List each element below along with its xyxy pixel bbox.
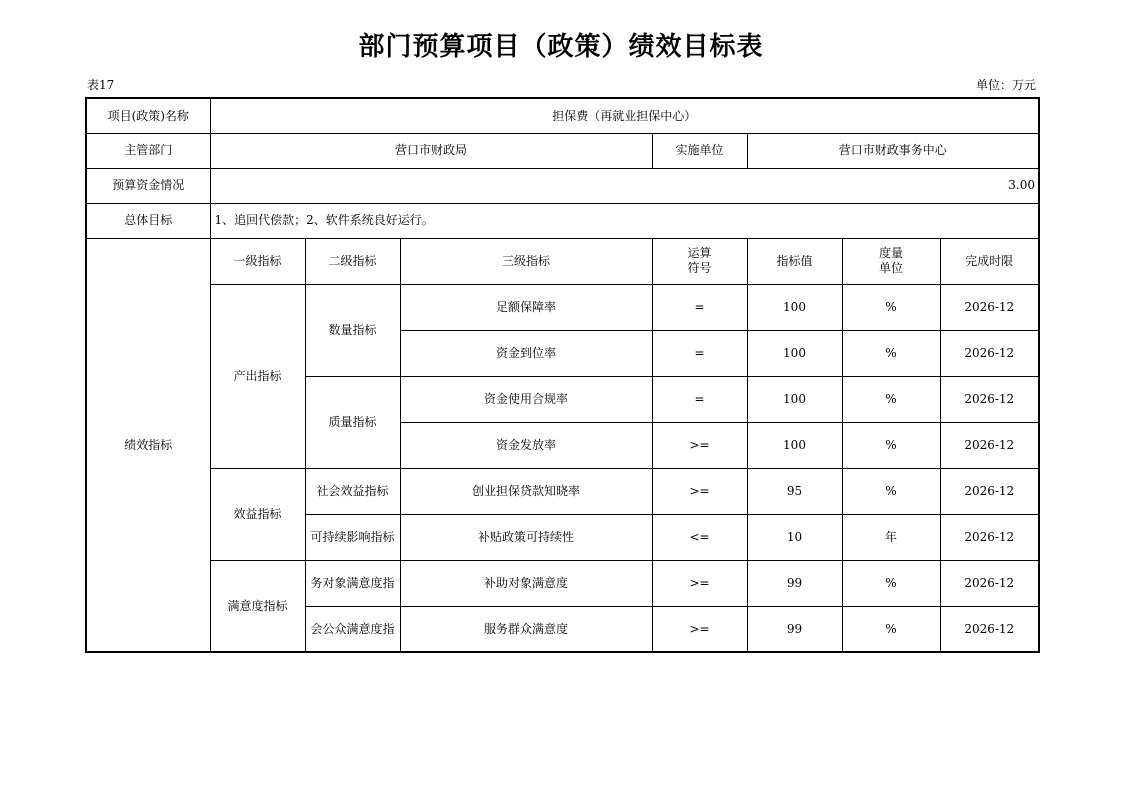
- group-benefit: 效益指标: [210, 468, 305, 560]
- department-row: [86, 133, 1039, 168]
- budget-label: 预算资金情况: [86, 168, 210, 203]
- page-title: 部门预算项目（政策）绩效目标表: [358, 32, 764, 62]
- impl-unit-label: 实施单位: [652, 133, 747, 168]
- operator-cell: =: [652, 330, 747, 376]
- header-value: 指标值: [747, 238, 842, 284]
- header-operator: [652, 238, 747, 284]
- unit-cell: %: [842, 330, 940, 376]
- header-level1: 一级指标: [210, 238, 305, 284]
- indicator-cell: 足额保障率: [400, 284, 652, 330]
- deadline-cell: 2026-12: [940, 376, 1039, 422]
- value-cell: 100: [747, 330, 842, 376]
- unit-cell: %: [842, 284, 940, 330]
- impl-unit-value: 营口市财政事务中心: [747, 133, 1039, 168]
- header-deadline: 完成时限: [940, 238, 1039, 284]
- deadline-cell: 2026-12: [940, 330, 1039, 376]
- group-quality: 质量指标: [305, 376, 400, 468]
- operator-cell: >=: [652, 606, 747, 652]
- unit-cell: %: [842, 468, 940, 514]
- unit-cell: 年: [842, 514, 940, 560]
- operator-cell: >=: [652, 560, 747, 606]
- value-cell: 99: [747, 606, 842, 652]
- header-level3: 三级指标: [400, 238, 652, 284]
- deadline-cell: 2026-12: [940, 514, 1039, 560]
- group-satisfaction: 满意度指标: [210, 560, 305, 652]
- group-sustain: 可持续影响指标: [305, 514, 400, 560]
- deadline-cell: 2026-12: [940, 284, 1039, 330]
- budget-value: 3.00: [210, 168, 1039, 203]
- header-unit-line2: 单位: [878, 261, 903, 275]
- table-row: [86, 560, 1039, 606]
- table-row: [86, 468, 1039, 514]
- overall-goal-value: 1、追回代偿款；2、软件系统良好运行。: [210, 203, 1039, 238]
- unit-cell: %: [842, 606, 940, 652]
- overall-goal-row: [86, 203, 1039, 238]
- operator-cell: =: [652, 376, 747, 422]
- header-operator-line2: 符号: [687, 261, 712, 275]
- group-social: 社会效益指标: [305, 468, 400, 514]
- operator-cell: >=: [652, 422, 747, 468]
- indicator-cell: 补贴政策可持续性: [400, 514, 652, 560]
- group-service-object: 务对象满意度指: [305, 560, 400, 606]
- performance-target-table: [85, 97, 1040, 653]
- value-cell: 99: [747, 560, 842, 606]
- deadline-cell: 2026-12: [940, 606, 1039, 652]
- performance-label: 绩效指标: [86, 238, 210, 652]
- project-name-row: [86, 98, 1039, 133]
- indicator-cell: 创业担保贷款知晓率: [400, 468, 652, 514]
- header-level2: 二级指标: [305, 238, 400, 284]
- group-output: 产出指标: [210, 284, 305, 468]
- project-name-label: 项目(政策)名称: [86, 98, 210, 133]
- table-row: [86, 284, 1039, 330]
- group-public: 会公众满意度指: [305, 606, 400, 652]
- project-name-value: 担保费（再就业担保中心）: [210, 98, 1039, 133]
- unit-cell: %: [842, 422, 940, 468]
- unit-label: 单位：万元: [975, 78, 1036, 92]
- overall-goal-label: 总体目标: [86, 203, 210, 238]
- deadline-cell: 2026-12: [940, 422, 1039, 468]
- deadline-cell: 2026-12: [940, 560, 1039, 606]
- value-cell: 10: [747, 514, 842, 560]
- operator-cell: <=: [652, 514, 747, 560]
- group-quantity: 数量指标: [305, 284, 400, 376]
- header-unit: [842, 238, 940, 284]
- indicator-header-row: [86, 238, 1039, 284]
- indicator-cell: 补助对象满意度: [400, 560, 652, 606]
- dept-value: 营口市财政局: [210, 133, 652, 168]
- header-operator-line1: 运算: [687, 246, 712, 260]
- indicator-cell: 资金发放率: [400, 422, 652, 468]
- operator-cell: >=: [652, 468, 747, 514]
- operator-cell: =: [652, 284, 747, 330]
- indicator-cell: 资金到位率: [400, 330, 652, 376]
- budget-row: [86, 168, 1039, 203]
- header-unit-line1: 度量: [878, 246, 903, 260]
- value-cell: 100: [747, 284, 842, 330]
- table-number: 表17: [87, 78, 115, 92]
- value-cell: 100: [747, 376, 842, 422]
- value-cell: 95: [747, 468, 842, 514]
- value-cell: 100: [747, 422, 842, 468]
- indicator-cell: 服务群众满意度: [400, 606, 652, 652]
- deadline-cell: 2026-12: [940, 468, 1039, 514]
- unit-cell: %: [842, 560, 940, 606]
- dept-label: 主管部门: [86, 133, 210, 168]
- unit-cell: %: [842, 376, 940, 422]
- indicator-cell: 资金使用合规率: [400, 376, 652, 422]
